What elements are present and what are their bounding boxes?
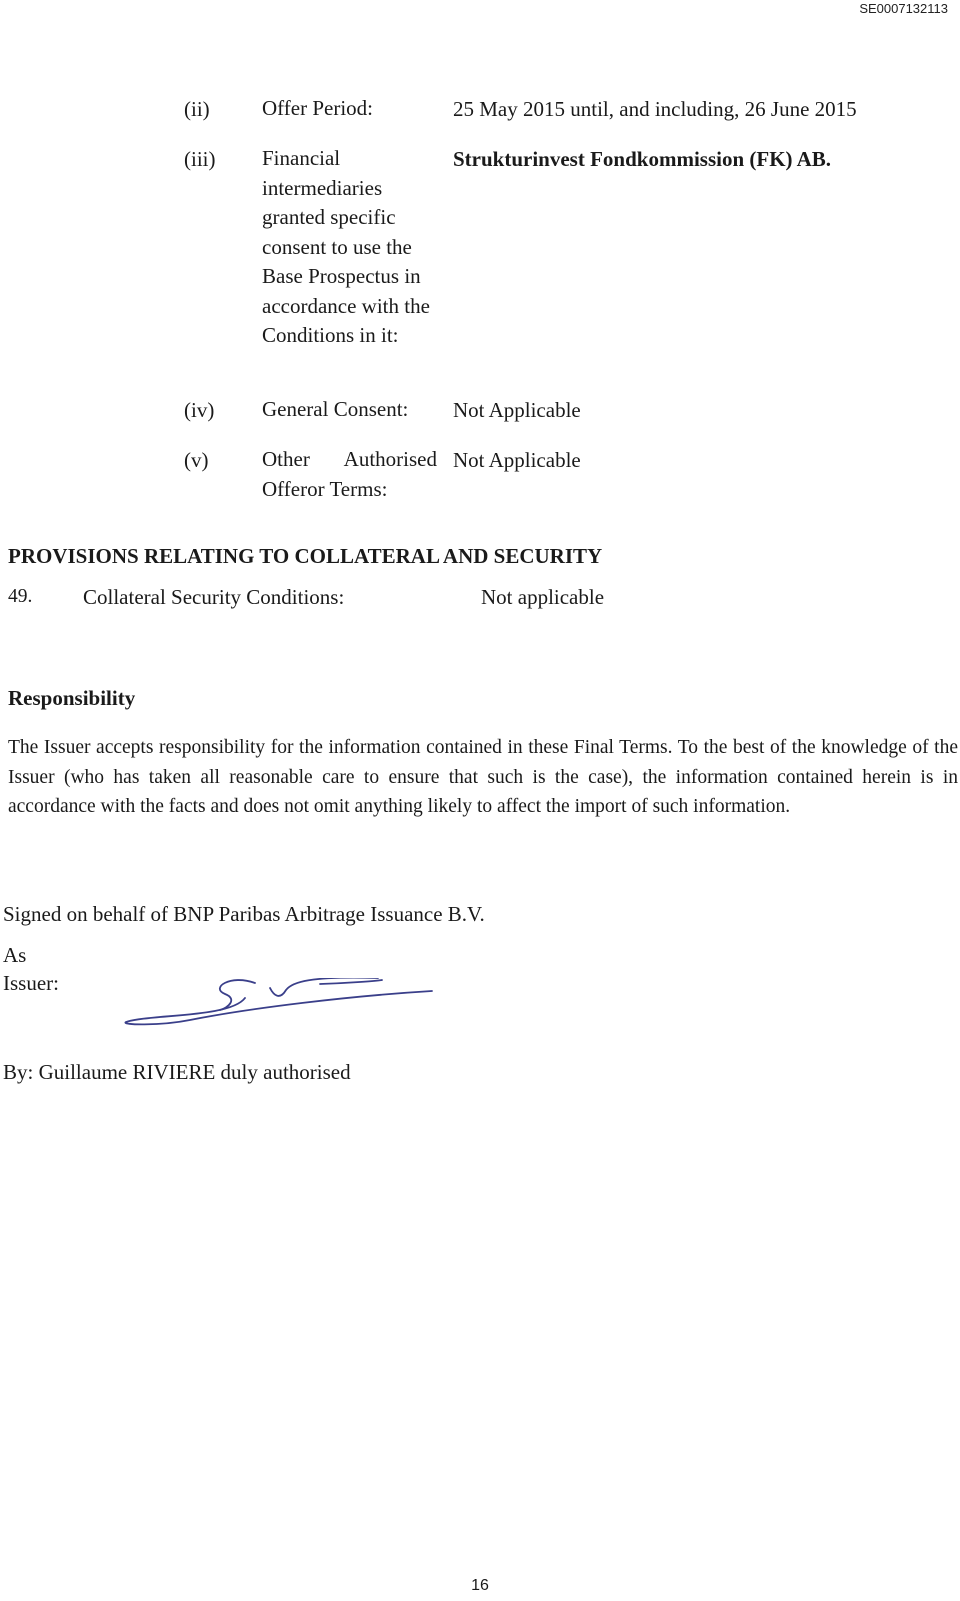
item-value-offer-period: 25 May 2015 until, and including, 26 June 2015 [453,97,857,121]
as-issuer-label: As Issuer: [3,943,59,995]
item-label-financial-intermediaries: Financial intermediaries granted specific consent to use the Base Prospectus in accordance with the Conditions in it: [262,146,430,347]
item-value-general-consent: Not Applicable [453,398,581,422]
document-id: SE0007132113 [859,1,948,16]
page-number: 16 [471,1577,489,1594]
collateral-item-label: Collateral Security Conditions: [83,585,345,609]
item-label-other-authorised-offeror: Other Authorised Offeror Terms: [262,447,437,501]
item-number: (iv) [184,398,215,422]
item-number: (v) [184,448,209,472]
item-label-general-consent: General Consent: [262,397,409,421]
collateral-item-number: 49. [8,586,33,607]
handwritten-signature [120,978,450,1038]
item-number: (ii) [184,97,210,121]
item-label-offer-period: Offer Period: [262,96,373,120]
collateral-heading: PROVISIONS RELATING TO COLLATERAL AND SECURITY [8,544,603,568]
item-value-other-authorised-offeror: Not Applicable [453,448,581,472]
collateral-item-value: Not applicable [481,585,605,609]
item-value-financial-intermediaries: Strukturinvest Fondkommission (FK) AB. [453,147,832,171]
signed-on-behalf-line: Signed on behalf of BNP Paribas Arbitrage Issuance B.V. [3,902,485,926]
signatory-line: By: Guillaume RIVIERE duly authorised [3,1060,351,1084]
item-number: (iii) [184,147,216,171]
responsibility-heading: Responsibility [8,686,136,710]
responsibility-paragraph: The Issuer accepts responsibility for the information contained in these Final Terms. To the best of the knowledge of the Issuer (who has taken all reasonable care to ensure that such is the case), the information contained herein is in accordance with the facts and does not omit anything likely to affect the import of such information. [8,737,958,817]
